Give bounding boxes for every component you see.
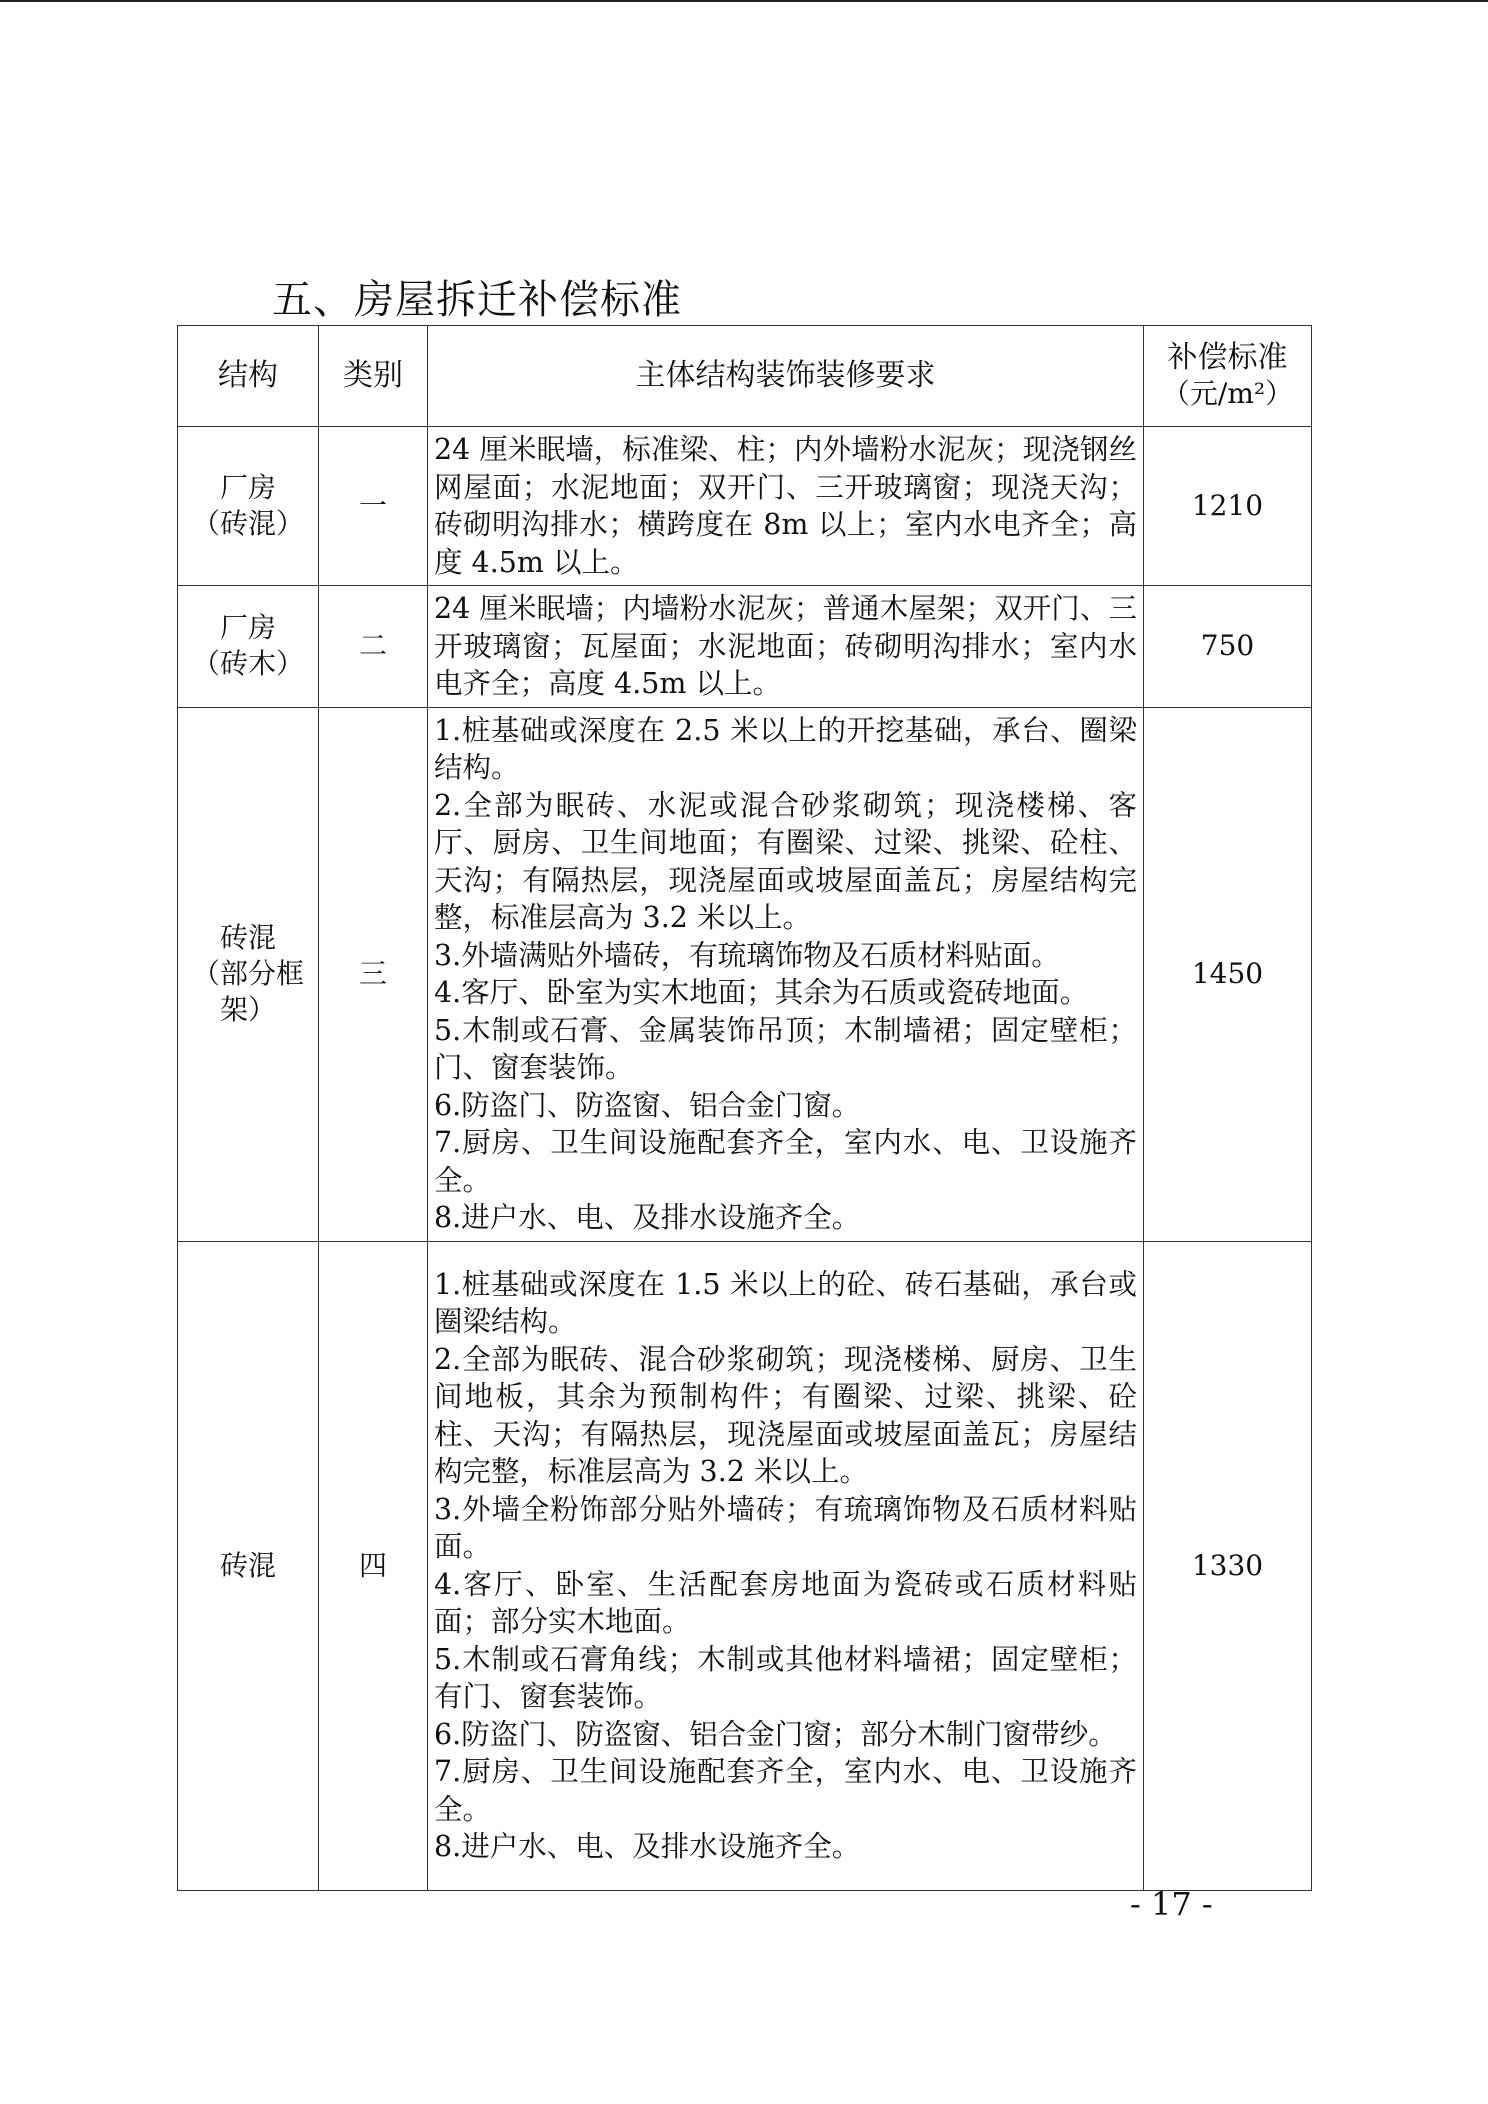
structure-cell (178, 707, 319, 1241)
requirement-item: 8.进户水、电、及排水设施齐全。 (434, 1201, 861, 1234)
category-cell (319, 707, 428, 1241)
price-cell (1144, 586, 1312, 708)
category-cell (319, 427, 428, 586)
header-category: 类别 (319, 326, 428, 427)
category-label: 二 (358, 629, 387, 663)
requirement-item: 7.厨房、卫生间设施配套齐全，室内水、电、卫设施齐全。 (434, 1126, 1137, 1197)
header-requirements: 主体结构装饰装修要求 (428, 326, 1144, 427)
requirement-item: 2.全部为眠砖、混合砂浆砌筑；现浇楼梯、厨房、卫生间地板，其余为预制构件；有圈梁、过梁、挑梁、砼柱、天沟；有隔热层，现浇屋面或坡屋面盖瓦；房屋结构完整，标准层高为 3.2 米以上。 (434, 1342, 1137, 1488)
structure-cell (178, 586, 319, 708)
price-cell (1144, 707, 1312, 1241)
requirements-cell (428, 1241, 1144, 1890)
category-cell (319, 586, 428, 708)
header-standard-label: 补偿标准 (1167, 340, 1288, 375)
category-cell (319, 1241, 428, 1890)
price-value: 1450 (1191, 957, 1264, 990)
section-title: 五、房屋拆迁补偿标准 (272, 277, 682, 323)
structure-label: 砖混 (219, 921, 276, 954)
structure-label: 厂房 (219, 611, 276, 645)
requirement-item: 4.客厅、卧室、生活配套房地面为瓷砖或石质材料贴面；部分实木地面。 (434, 1567, 1137, 1638)
table-row (178, 427, 1312, 586)
requirements-cell (428, 707, 1144, 1241)
price-value: 1330 (1191, 1548, 1264, 1582)
structure-cell (178, 1241, 319, 1890)
compensation-table (177, 325, 1312, 1891)
requirement-item: 5.木制或石膏、金属装饰吊顶；木制墙裙；固定壁柜；门、窗套装饰。 (434, 1013, 1137, 1084)
price-cell (1144, 1241, 1312, 1890)
structure-label: 砖混 (219, 1548, 276, 1582)
header-standard (1144, 326, 1312, 427)
header-unit: （元/m²） (1161, 377, 1294, 410)
requirement-item: 5.木制或石膏角线；木制或其他材料墙裙；固定壁柜；有门、窗套装饰。 (434, 1642, 1137, 1713)
requirement-item: 8.进户水、电、及排水设施齐全。 (434, 1830, 861, 1863)
requirement-item: 7.厨房、卫生间设施配套齐全，室内水、电、卫设施齐全。 (434, 1755, 1137, 1826)
requirement-item: 1.桩基础或深度在 2.5 米以上的开挖基础，承台、圈梁结构。 (434, 713, 1137, 784)
requirement-item: 6.防盗门、防盗窗、铝合金门窗。 (434, 1088, 861, 1122)
requirement-item: 6.防盗门、防盗窗、铝合金门窗；部分木制门窗带纱。 (434, 1717, 1117, 1751)
price-cell (1144, 427, 1312, 586)
structure-sub-label: （砖木） (191, 647, 304, 681)
requirements-cell (428, 586, 1144, 708)
requirement-item: 3.外墙满贴外墙砖，有琉璃饰物及石质材料贴面。 (434, 938, 1060, 972)
category-label: 一 (358, 489, 387, 522)
price-value: 1210 (1191, 489, 1264, 522)
category-label: 四 (358, 1548, 387, 1582)
table-row (178, 707, 1312, 1241)
structure-cell (178, 427, 319, 586)
table-row (178, 1241, 1312, 1890)
page-top-border (0, 0, 1488, 2)
page-number: - 17 - (1130, 1885, 1213, 1923)
requirement-item: 4.客厅、卧室为实木地面；其余为石质或瓷砖地面。 (434, 976, 1089, 1009)
structure-label: 厂房 (219, 471, 276, 504)
requirement-item: 24 厘米眠墙；内墙粉水泥灰；普通木屋架；双开门、三开玻璃窗；瓦屋面；水泥地面；砖砌明沟排水；室内水电齐全；高度 4.5m 以上。 (434, 592, 1137, 700)
requirement-item: 2.全部为眠砖、水泥或混合砂浆砌筑；现浇楼梯、客厅、厨房、卫生间地面；有圈梁、过梁、挑梁、砼柱、天沟；有隔热层，现浇屋面或坡屋面盖瓦；房屋结构完整，标准层高为 3.2 米以上。 (434, 788, 1137, 934)
requirement-item: 3.外墙全粉饰部分贴外墙砖；有琉璃饰物及石质材料贴面。 (434, 1492, 1137, 1563)
requirement-item: 24 厘米眠墙，标准梁、柱；内外墙粉水泥灰；现浇钢丝网屋面；水泥地面；双开门、三开玻璃窗；现浇天沟；砖砌明沟排水；横跨度在 8m 以上；室内水电齐全；高度 4.5m 以上。 (434, 433, 1137, 579)
requirements-cell (428, 427, 1144, 586)
structure-sub-label: （砖混） (191, 507, 304, 540)
category-label: 三 (358, 957, 387, 990)
table-row (178, 586, 1312, 708)
table-header-row (178, 326, 1312, 427)
structure-sub-label: （部分框架） (191, 957, 304, 1026)
header-structure: 结构 (178, 326, 319, 427)
requirement-item: 1.桩基础或深度在 1.5 米以上的砼、砖石基础，承台或圈梁结构。 (434, 1267, 1137, 1338)
price-value: 750 (1200, 629, 1255, 663)
